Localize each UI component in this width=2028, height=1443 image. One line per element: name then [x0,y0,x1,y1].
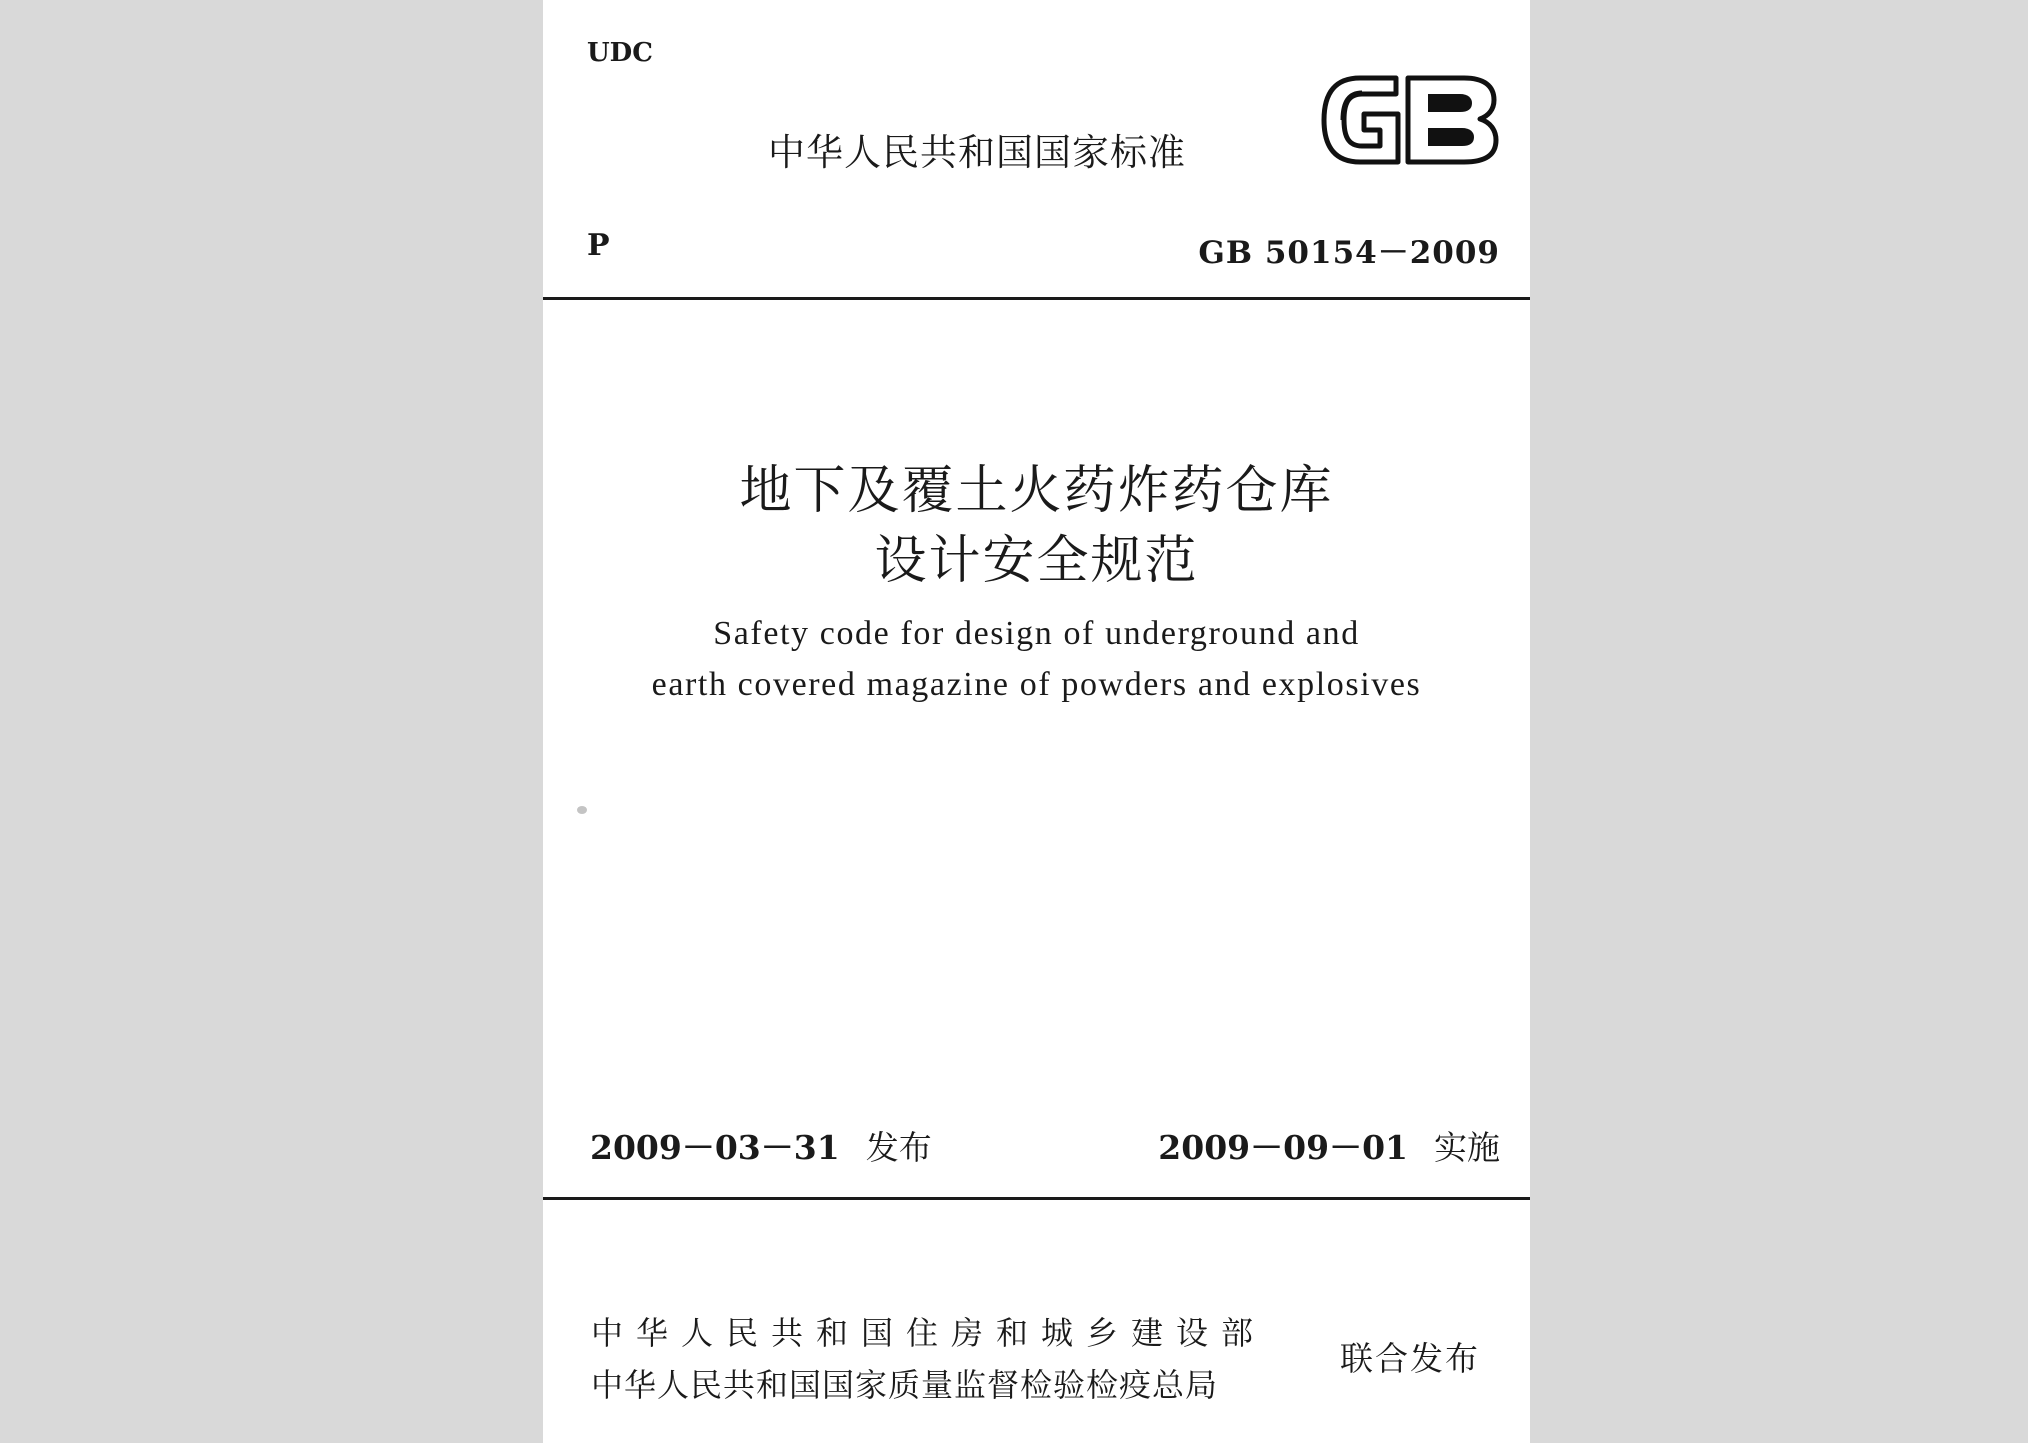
udc-label: UDC [587,38,653,68]
standard-cover-page [543,0,1530,1443]
joint-issue-label: 联合发布 [1340,1339,1480,1378]
chinese-title-line-1: 地下及覆土火药炸药仓库 [739,461,1334,521]
issuer-ministry: 中华人民共和国住房和城乡建设部 [591,1314,1267,1352]
effective-label: 实施 [1434,1128,1500,1167]
category-code: P [587,228,610,263]
effective-date-row [1158,1122,1500,1169]
issue-date-row [590,1122,932,1169]
gb-logo-icon [1318,72,1500,168]
english-title-line-2: earth covered magazine of powders and explosives [651,666,1422,703]
issue-label: 发布 [865,1128,932,1167]
english-title-line-1: Safety code for design of underground and [713,615,1360,652]
chinese-title-line-2: 设计安全规范 [874,531,1199,591]
top-divider [543,297,1530,300]
effective-date: 2009－09－01 [1158,1128,1408,1167]
national-standard-title: 中华人民共和国国家标准 [768,131,1186,174]
issue-date: 2009－03－31 [590,1128,840,1167]
print-speck [577,806,587,814]
standard-number: GB 50154－2009 [1198,235,1500,271]
bottom-divider [543,1197,1530,1200]
issuer-aqsiq: 中华人民共和国国家质量监督检验检疫总局 [591,1366,1219,1404]
